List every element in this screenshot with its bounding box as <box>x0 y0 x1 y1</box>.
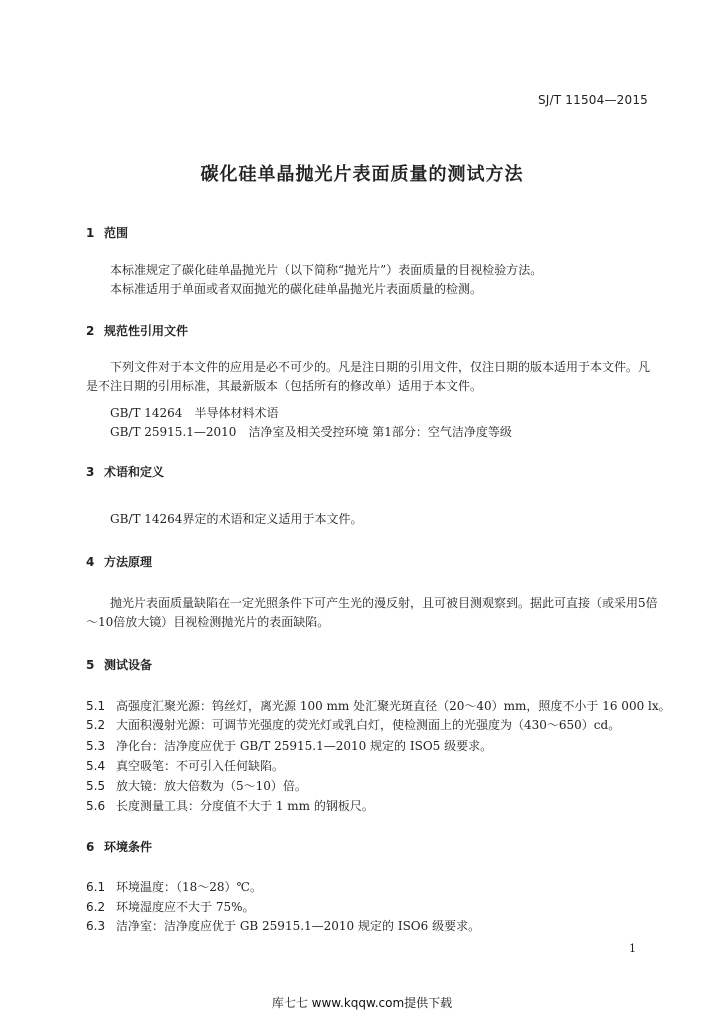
section-1-heading <box>86 224 128 241</box>
clause-number: 5.3 <box>86 739 106 753</box>
section-title: 环境条件 <box>104 840 153 854</box>
clause-number: 6.3 <box>86 919 106 933</box>
clause-text: 环境湿度应不大于 75%。 <box>116 900 255 914</box>
clause-6-2 <box>86 898 255 915</box>
clause-number: 5.6 <box>86 799 106 813</box>
section-3-heading <box>86 463 164 480</box>
clause-text: 洁净室：洁净度应优于 GB 25915.1—2010 规定的 ISO6 级要求。 <box>116 919 481 933</box>
clause-text: 大面积漫射光源：可调节光强度的荧光灯或乳白灯，使检测面上的光强度为（430～650）cd。 <box>116 718 621 732</box>
clause-text: 长度测量工具：分度值不大于 1 mm 的钢板尺。 <box>116 799 374 813</box>
clause-5-5 <box>86 777 307 794</box>
section-2-paragraph-1: 下列文件对于本文件的应用是必不可少的。凡是注日期的引用文件，仅注日期的版本适用于本文件。凡是不注日期的引用标准，其最新版本（包括所有的修改单）适用于本文件。 <box>86 360 651 393</box>
section-number: 3 <box>86 465 95 479</box>
clause-number: 6.1 <box>86 880 106 894</box>
normative-reference-2 <box>110 423 512 440</box>
reference-code: GB/T 25915.1—2010 <box>110 425 237 439</box>
section-4-heading <box>86 553 152 570</box>
section-number: 5 <box>86 658 95 672</box>
clause-number: 5.1 <box>86 699 106 713</box>
clause-number: 5.2 <box>86 718 106 732</box>
section-title: 范围 <box>104 226 129 240</box>
section-5-heading <box>86 656 152 673</box>
section-3-paragraph-1: GB/T 14264界定的术语和定义适用于本文件。 <box>110 512 363 526</box>
page-number: 1 <box>629 942 636 955</box>
clause-5-3 <box>86 737 492 754</box>
clause-text: 净化台：洁净度应优于 GB/T 25915.1—2010 规定的 ISO5 级要求。 <box>116 739 493 753</box>
clause-6-3 <box>86 917 480 934</box>
section-title: 测试设备 <box>104 658 153 672</box>
section-number: 2 <box>86 324 95 338</box>
section-number: 4 <box>86 555 95 569</box>
section-1-paragraph-1: 本标准规定了碳化硅单晶抛光片（以下简称“抛光片”）表面质量的目视检验方法。 <box>110 263 543 277</box>
normative-reference-1 <box>110 404 278 421</box>
clause-5-4 <box>86 757 284 774</box>
download-watermark: 库七七 www.kqqw.com提供下载 <box>271 996 453 1010</box>
clause-text: 真空吸笔：不可引入任何缺陷。 <box>116 759 285 773</box>
clause-6-1 <box>86 878 262 895</box>
section-title: 规范性引用文件 <box>104 324 189 338</box>
clause-5-2 <box>86 716 620 733</box>
section-4-paragraph-1: 抛光片表面质量缺陷在一定光照条件下可产生光的漫反射，且可被目测观察到。据此可直接（或采用5倍～10倍放大镜）目视检测抛光片的表面缺陷。 <box>86 596 658 629</box>
clause-text: 环境温度：（18～28）℃。 <box>116 880 262 894</box>
clause-5-6 <box>86 797 374 814</box>
reference-title: 洁净室及相关受控环境 第1部分：空气洁净度等级 <box>248 425 512 439</box>
section-2-heading <box>86 322 188 339</box>
clause-number: 5.4 <box>86 759 106 773</box>
clause-5-1 <box>86 697 671 714</box>
standard-code: SJ/T 11504—2015 <box>537 93 648 107</box>
reference-title: 半导体材料术语 <box>194 406 279 420</box>
section-6-heading <box>86 838 152 855</box>
section-title: 方法原理 <box>104 555 153 569</box>
section-number: 6 <box>86 840 95 854</box>
clause-text: 高强度汇聚光源：钨丝灯，离光源 100 mm 处汇聚光斑直径（20～40）mm，照度不小于 16 000 lx。 <box>116 699 671 713</box>
clause-number: 6.2 <box>86 900 106 914</box>
clause-text: 放大镜：放大倍数为（5～10）倍。 <box>116 779 307 793</box>
section-number: 1 <box>86 226 95 240</box>
section-title: 术语和定义 <box>104 465 165 479</box>
clause-number: 5.5 <box>86 779 106 793</box>
document-title: 碳化硅单晶抛光片表面质量的测试方法 <box>200 164 524 185</box>
reference-code: GB/T 14264 <box>110 406 183 420</box>
section-1-paragraph-2: 本标准适用于单面或者双面抛光的碳化硅单晶抛光片表面质量的检测。 <box>110 282 483 296</box>
